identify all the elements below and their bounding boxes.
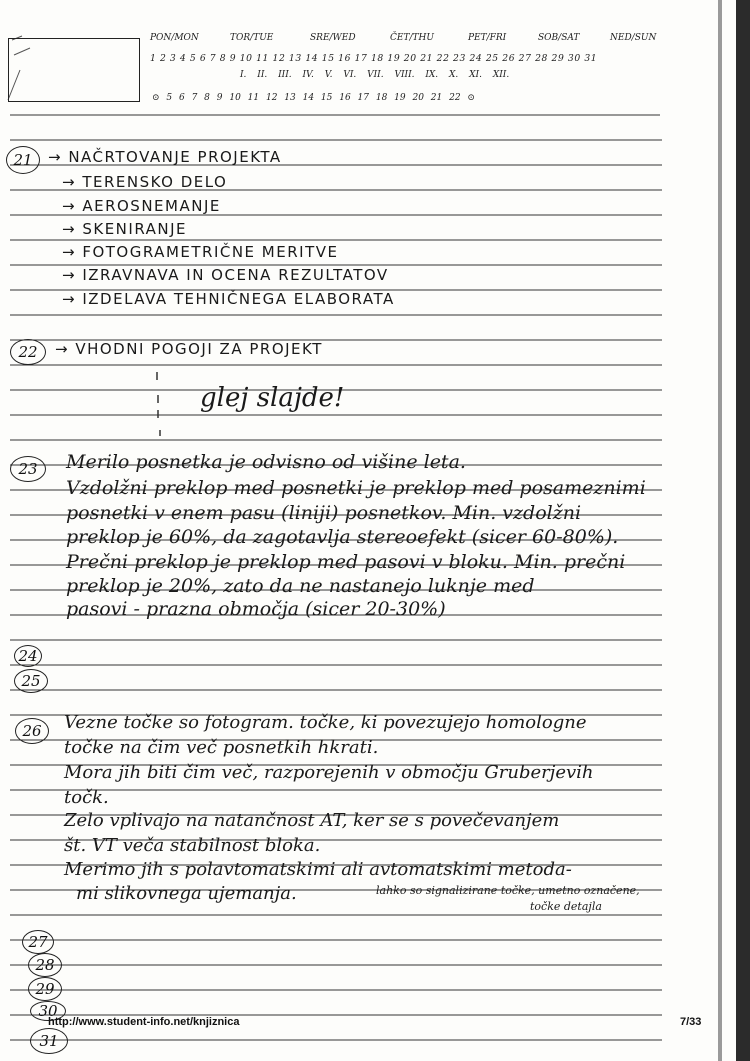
- question-number-25: 25: [14, 669, 48, 693]
- q21-item-7: → IZDELAVA TEHNIČNEGA ELABORATA: [62, 290, 395, 308]
- footer-page-number: 7/33: [680, 1016, 702, 1028]
- question-number-26: 26: [15, 718, 49, 744]
- q23-line-4: preklop je 60%, da zagotavlja stereoefekt (sicer 60-80%).: [66, 526, 619, 548]
- question-number-27: 27: [22, 930, 54, 954]
- q26-line-6: št. VT veča stabilnost bloka.: [64, 835, 321, 856]
- day-sun: NED/SUN: [610, 33, 657, 43]
- q22-note: glej slajde!: [200, 383, 345, 413]
- day-sat: SOB/SAT: [538, 33, 580, 43]
- calendar-day-numbers: 1 2 3 4 5 6 7 8 9 10 11 12 13 14 15 16 17 18 19 20 21 22 23 24 25 26 27 28 29 30 31: [150, 53, 598, 64]
- q23-line-1: Merilo posnetka je odvisno od višine leta.: [66, 451, 466, 473]
- day-mon: PON/MON: [150, 33, 199, 43]
- q22-heading: → VHODNI POGOJI ZA PROJEKT: [55, 340, 323, 358]
- question-number-29: 29: [28, 977, 62, 1001]
- day-thu: ČET/THU: [390, 33, 434, 43]
- calendar-hours: ⊙ 5 6 7 8 9 10 11 12 13 14 15 16 17 18 19 20 21 22 ⊙: [152, 93, 475, 103]
- q21-item-2: → TERENSKO DELO: [62, 173, 228, 191]
- q26-line-3: Mora jih biti čim več, razporejenih v območju Gruberjevih: [64, 762, 594, 783]
- q26-annotation-1: lahko so signalizirane točke, umetno označene,: [376, 884, 640, 897]
- question-number-28: 28: [28, 953, 62, 977]
- q26-line-1: Vezne točke so fotogram. točke, ki povezujejo homologne: [64, 712, 587, 733]
- q23-line-7: pasovi - prazna območja (sicer 20-30%): [66, 598, 446, 620]
- question-number-22: 22: [10, 339, 46, 365]
- q26-line-5: Zelo vplivajo na natančnost AT, ker se s povečevanjem: [64, 810, 560, 831]
- q21-item-1: → NAČRTOVANJE PROJEKTA: [48, 148, 282, 166]
- day-wed: SRE/WED: [310, 33, 356, 43]
- question-number-24: 24: [14, 645, 42, 667]
- q26-line-7: Merimo jih s polavtomatskimi ali avtomatskimi metoda-: [64, 859, 572, 880]
- q26-line-2: točke na čim več posnetkih hkrati.: [64, 737, 379, 758]
- q23-line-2: Vzdolžni preklop med posnetki je preklop med posameznimi: [66, 477, 646, 499]
- q21-item-3: → AEROSNEMANJE: [62, 197, 221, 215]
- day-fri: PET/FRI: [468, 33, 507, 43]
- day-tue: TOR/TUE: [230, 33, 274, 43]
- question-number-31: 31: [30, 1028, 68, 1054]
- q26-line-4: točk.: [64, 787, 109, 808]
- q21-item-6: → IZRAVNAVA IN OCENA REZULTATOV: [62, 266, 389, 284]
- footer-url: http://www.student-info.net/knjiznica: [48, 1016, 240, 1028]
- question-number-30: 30: [30, 1001, 66, 1021]
- q21-item-4: → SKENIRANJE: [62, 220, 188, 238]
- q23-line-6: preklop je 20%, zato da ne nastanejo luknje med: [66, 575, 535, 597]
- q23-line-3: posnetki v enem pasu (liniji) posnetkov. Min. vzdolžni: [66, 502, 582, 524]
- q26-line-8: mi slikovnega ujemanja.: [76, 883, 297, 904]
- q26-annotation-2: točke detajla: [530, 900, 602, 913]
- q23-line-5: Prečni preklop je preklop med pasovi v bloku. Min. prečni: [66, 551, 626, 573]
- q21-item-5: → FOTOGRAMETRIČNE MERITVE: [62, 243, 339, 261]
- question-number-21: 21: [6, 146, 40, 174]
- calendar-box: [8, 38, 140, 102]
- question-number-23: 23: [10, 456, 46, 482]
- calendar-months: I. II. III. IV. V. VI. VII. VIII. IX. X. XI. XII.: [240, 70, 510, 80]
